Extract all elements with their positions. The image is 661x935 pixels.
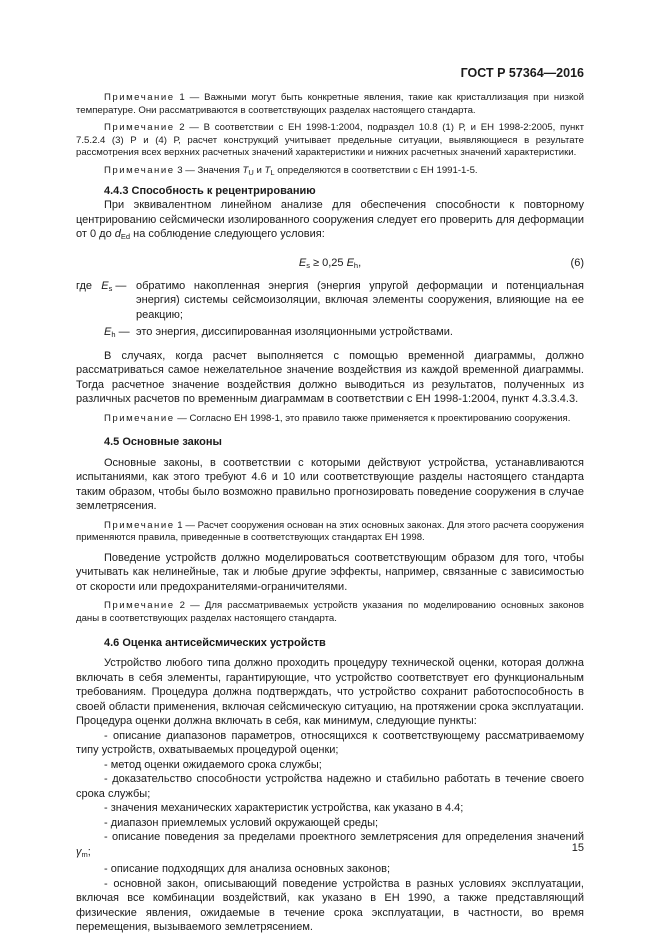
- note-label: Примечание: [104, 92, 175, 103]
- paragraph: Основные законы, в соответствии с которыми действуют устройства, устанавливаются испытаниями, как этого требуют 4.6 и 10 или соответствующие разделы настоящего стандарта таким образом, чтобы было возможно правильно прогнозировать поведение сооружения в случае землетрясения.: [76, 456, 584, 513]
- section-heading-4-4-3: 4.4.3 Способность к рецентрированию: [104, 184, 316, 197]
- note: Примечание 2 — Для рассматриваемых устройств указания по моделированию основных законов даны в соответствующих разделах настоящего стандарта.: [76, 600, 584, 624]
- section-heading-4-5: 4.5 Основные законы: [104, 436, 222, 449]
- note-1: Примечание 1 — Важными могут быть конкретные явления, такие как кристаллизация при низкой температуре. Они рассматриваются в соответствующих разделах настоящего стандарта.: [76, 92, 584, 116]
- note-label: Примечание: [104, 122, 175, 134]
- page-number: 15: [571, 842, 584, 854]
- formula-number: (6): [570, 256, 584, 269]
- list-item: - диапазон приемлемых условий окружающей среды;: [104, 816, 379, 829]
- list-item: - основной закон, описывающий поведение устройства в разных условиях эксплуатации, включая все комбинации воздействий, как указано в ЕН 1990, а также представляющий физические явления, ожидаемые в течение срока эксплуатации, в частности, во время перемещения, вызываемого землетрясением.: [76, 877, 584, 934]
- formula-6: $E_s \ge 0,25$ $E_h$, (6): [298, 256, 584, 270]
- list-item: - значения механических характеристик устройства, как указано в 4.4;: [104, 802, 464, 815]
- definition-es: где $E_s$ — обратимо накопленная энергия (энергия упругой деформации и потенциальная энергия) системы сейсмоизоляции, включая элементы сооружения, влияющие на ее реакцию;: [76, 279, 584, 321]
- note-label: Примечание: [104, 600, 175, 612]
- list-item: - описание диапазонов параметров, относящихся к соответствующему рассматриваемому типу устройств, охватываемых процедурой оценки;: [76, 729, 584, 757]
- paragraph: При эквивалентном линейном анализе для обеспечения способности к повторному центрированию сейсмически изолированного сооружения следует его проверить для деформации от 0 до $d_{Ed}$ на соблюдение следующего условия:: [76, 199, 584, 242]
- section-heading-4-6: 4.6 Оценка антисейсмических устройств: [104, 636, 326, 649]
- paragraph: Поведение устройств должно моделироваться соответствующим образом для того, чтобы учитывать как нелинейные, так и любые другие эффекты, например, связанные с зависимостью от скорости или предохранителями-ограничителями.: [76, 551, 584, 593]
- note-label: Примечание: [104, 519, 175, 531]
- note-label: Примечание: [104, 164, 175, 176]
- definition-eh: $E_h$ — это энергия, диссипированная изоляционными устройствами.: [104, 326, 453, 340]
- note-3: Примечание 3 — Значения $T_U$ и $T_L$ определяются в соответствии с ЕН 1991-1-5.: [104, 164, 478, 177]
- list-item: - описание поведения за пределами проектного землетрясения для определения значений $\gamma_m$;: [76, 831, 584, 859]
- standard-number: ГОСТ Р 57364—2016: [460, 66, 584, 80]
- paragraph: Устройство любого типа должно проходить процедуру технической оценки, которая должна включать в себя элементы, гарантирующие, что устройство соответствует его функциональным требованиям. Процедура должна подтверждать, что устройство сохранит работоспособность в своей области применения, включая сейсмическую ситуацию, на протяжении срока эксплуатации. Процедура оценки должна включать в себя, как минимум, следующие пункты:: [76, 657, 584, 728]
- list-item: - доказательство способности устройства надежно и стабильно работать в течение своего срока службы;: [76, 773, 584, 800]
- list-item: - метод оценки ожидаемого срока службы;: [104, 758, 322, 771]
- note-label: Примечание: [104, 412, 175, 424]
- note-2: Примечание 2 — В соответствии с ЕН 1998-1:2004, подраздел 10.8 (1) Р, и ЕН 1998-2:2005, пункт 7.5.2.4 (3) Р и (4) Р, расчет конструкций учитывает предельные ситуации, выявляющиеся в результате рассмотрения всех верхних расчетных значений характеристики и нижних расчетных значений характеристики.: [76, 122, 584, 159]
- list-item: - описание подходящих для анализа основных законов;: [104, 863, 391, 876]
- paragraph: В случаях, когда расчет выполняется с помощью временной диаграммы, должно рассматриваться самое нежелательное значение воздействия из каждой временной диаграммы. Тогда расчетное значение воздействия должно выводиться из результатов, полученных из различных расчетов по временным диаграммам в соответствии с ЕН 1998-1:2004, пункт 4.3.3.4.3.: [76, 349, 584, 406]
- note: Примечание 1 — Расчет сооружения основан на этих основных законах. Для этого расчета сооружения применяются правила, приведенные в соответствующих стандартах ЕН 1998.: [76, 519, 584, 544]
- content: [76, 92, 584, 935]
- note: Примечание — Согласно ЕН 1998-1, это правило также применяется к проектированию сооружения.: [104, 412, 571, 424]
